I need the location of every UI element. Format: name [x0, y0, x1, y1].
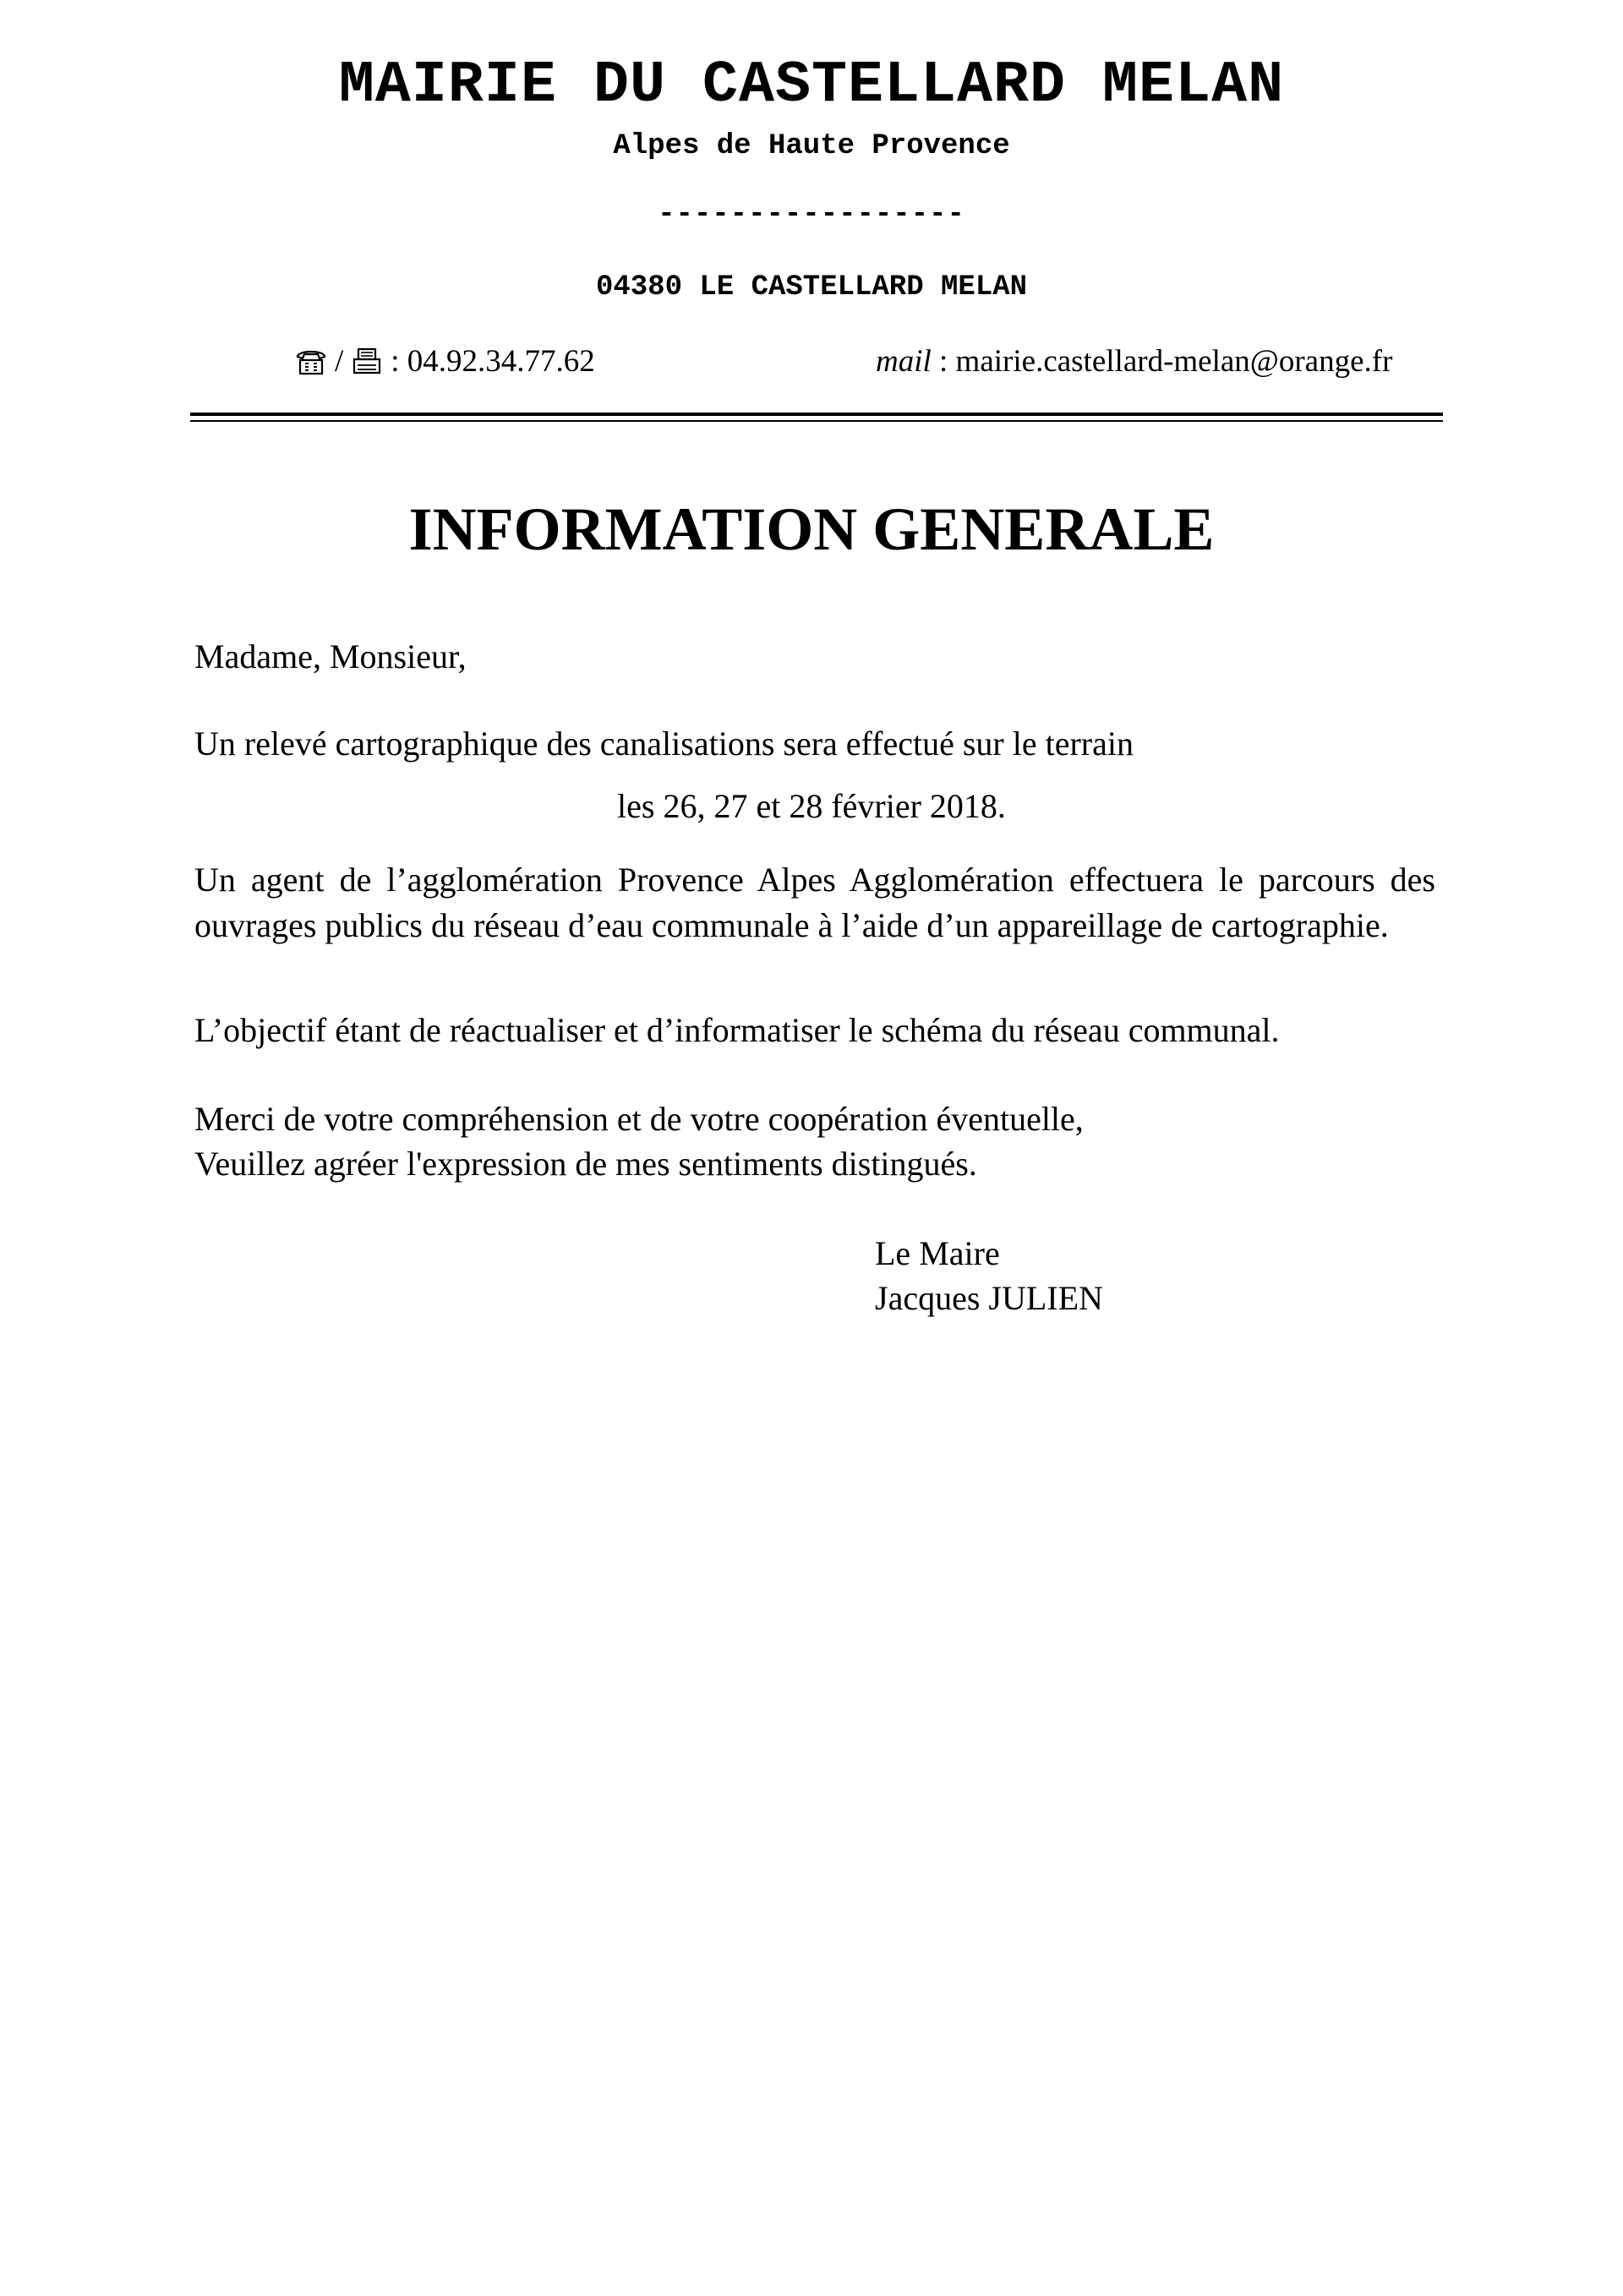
signature-title: Le Maire: [875, 1234, 1000, 1272]
paragraph-survey: Un relevé cartographique des canalisations sera effectué sur le terrain: [194, 724, 1134, 763]
contact-slash: /: [335, 344, 344, 379]
postal-address: 04380 LE CASTELLARD MELAN: [595, 271, 1028, 303]
signature-name: Jacques JULIEN: [875, 1279, 1103, 1317]
document-title: INFORMATION GENERALE: [408, 495, 1215, 563]
header-separator: -----------------: [658, 199, 965, 231]
paragraph-agent: Un agent de l’agglomération Provence Alpes Agglomération effectuera le parcours des ouvrages publics du réseau d’eau communale à l’aide d’un appareillage de cartographie.: [194, 861, 1435, 944]
mail-label: mail: [876, 344, 932, 379]
salutation: Madame, Monsieur,: [194, 637, 467, 675]
fax-icon: [350, 347, 384, 377]
header-rule-thin: [190, 420, 1443, 422]
contact-phone-line: [294, 343, 595, 380]
contact-mail-line: [876, 343, 1392, 380]
region-subtitle: Alpes de Haute Provence: [613, 130, 1010, 162]
phone-number: : 04.92.34.77.62: [391, 344, 595, 379]
mairie-title: MAIRIE DU CASTELLARD MELAN: [338, 52, 1285, 119]
closing-thanks: Merci de votre compréhension et de votre coopération éventuelle,: [194, 1100, 1084, 1138]
closing-regards: Veuillez agréer l'expression de mes sentiments distingués.: [194, 1145, 977, 1183]
survey-dates: les 26, 27 et 28 février 2018.: [617, 787, 1006, 825]
paragraph-objective: L’objectif étant de réactualiser et d’informatiser le schéma du réseau communal.: [194, 1011, 1280, 1049]
telephone-icon: [294, 347, 328, 377]
header-rule-thick: [190, 413, 1443, 416]
mail-address: : mairie.castellard-melan@orange.fr: [939, 344, 1393, 379]
